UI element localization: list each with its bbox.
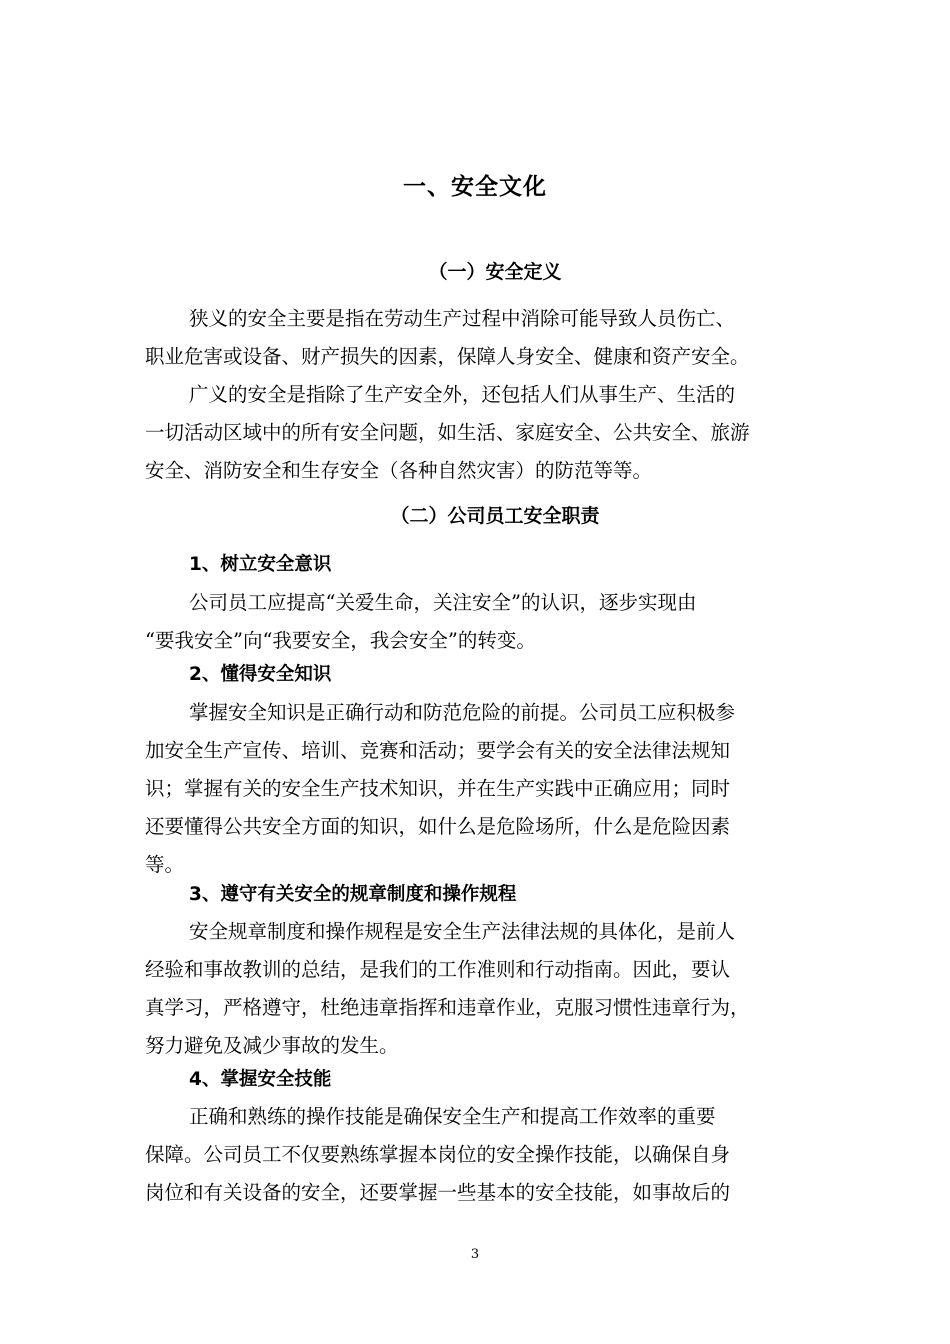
paragraph-line: 真学习，严格遵守，杜绝违章指挥和违章作业，克服习惯性违章行为， bbox=[145, 996, 750, 1019]
paragraph-line: 公司员工应提高“关爱生命，关注安全”的认识，逐步实现由 bbox=[189, 591, 697, 614]
paragraph-broad-definition bbox=[145, 376, 805, 490]
paragraph-line: 职业危害或设备、财产损失的因素，保障人身安全、健康和资产安全。 bbox=[145, 345, 750, 368]
paragraph-line: 等。 bbox=[145, 853, 185, 876]
paragraph-line: 保障。公司员工不仅要熟练掌握本岗位的安全操作技能，以确保自身 bbox=[145, 1143, 731, 1166]
paragraph-line: 岗位和有关设备的安全，还要掌握一些基本的安全技能，如事故后的 bbox=[145, 1181, 731, 1204]
section-title-definition: （一）安全定义 bbox=[428, 261, 562, 283]
page-number: 3 bbox=[470, 1247, 480, 1262]
paragraph-line: 广义的安全是指除了生产安全外，还包括人们从事生产、生活的 bbox=[189, 383, 736, 406]
paragraph-awareness bbox=[145, 584, 805, 660]
paragraph-knowledge bbox=[145, 694, 805, 884]
chapter-title: 一、安全文化 bbox=[403, 174, 547, 200]
paragraph-narrow-definition bbox=[145, 300, 805, 376]
paragraph-line: 安全规章制度和操作规程是安全生产法律法规的具体化，是前人 bbox=[189, 920, 736, 943]
paragraph-skills bbox=[145, 1098, 805, 1212]
sub-heading-knowledge: 2、懂得安全知识 bbox=[189, 664, 332, 685]
sub-heading-regulations: 3、遵守有关安全的规章制度和操作规程 bbox=[189, 884, 517, 905]
section-title-employee-duties: （二）公司员工安全职责 bbox=[390, 505, 600, 527]
paragraph-line: 掌握安全知识是正确行动和防范危险的前提。公司员工应积极参 bbox=[189, 701, 736, 724]
paragraph-line: 加安全生产宣传、培训、竞赛和活动；要学会有关的安全法律法规知 bbox=[145, 739, 731, 762]
paragraph-line: 安全、消防安全和生存安全（各种自然灾害）的防范等等。 bbox=[145, 459, 653, 482]
sub-heading-skills: 4、掌握安全技能 bbox=[189, 1069, 332, 1090]
sub-heading-awareness: 1、树立安全意识 bbox=[189, 554, 332, 575]
paragraph-line: 还要懂得公共安全方面的知识，如什么是危险场所，什么是危险因素 bbox=[145, 815, 731, 838]
paragraph-line: 经验和事故教训的总结，是我们的工作准则和行动指南。因此，要认 bbox=[145, 958, 731, 981]
paragraph-line: 一切活动区域中的所有安全问题，如生活、家庭安全、公共安全、旅游 bbox=[145, 421, 750, 444]
paragraph-line: 正确和熟练的操作技能是确保安全生产和提高工作效率的重要 bbox=[189, 1105, 716, 1128]
paragraph-line: “要我安全”向“我要安全，我会安全”的转变。 bbox=[145, 629, 536, 652]
paragraph-line: 识；掌握有关的安全生产技术知识，并在生产实践中正确应用；同时 bbox=[145, 777, 731, 800]
paragraph-line: 努力避免及减少事故的发生。 bbox=[145, 1034, 399, 1057]
paragraph-line: 狭义的安全主要是指在劳动生产过程中消除可能导致人员伤亡、 bbox=[189, 307, 736, 330]
paragraph-regulations bbox=[145, 913, 805, 1065]
